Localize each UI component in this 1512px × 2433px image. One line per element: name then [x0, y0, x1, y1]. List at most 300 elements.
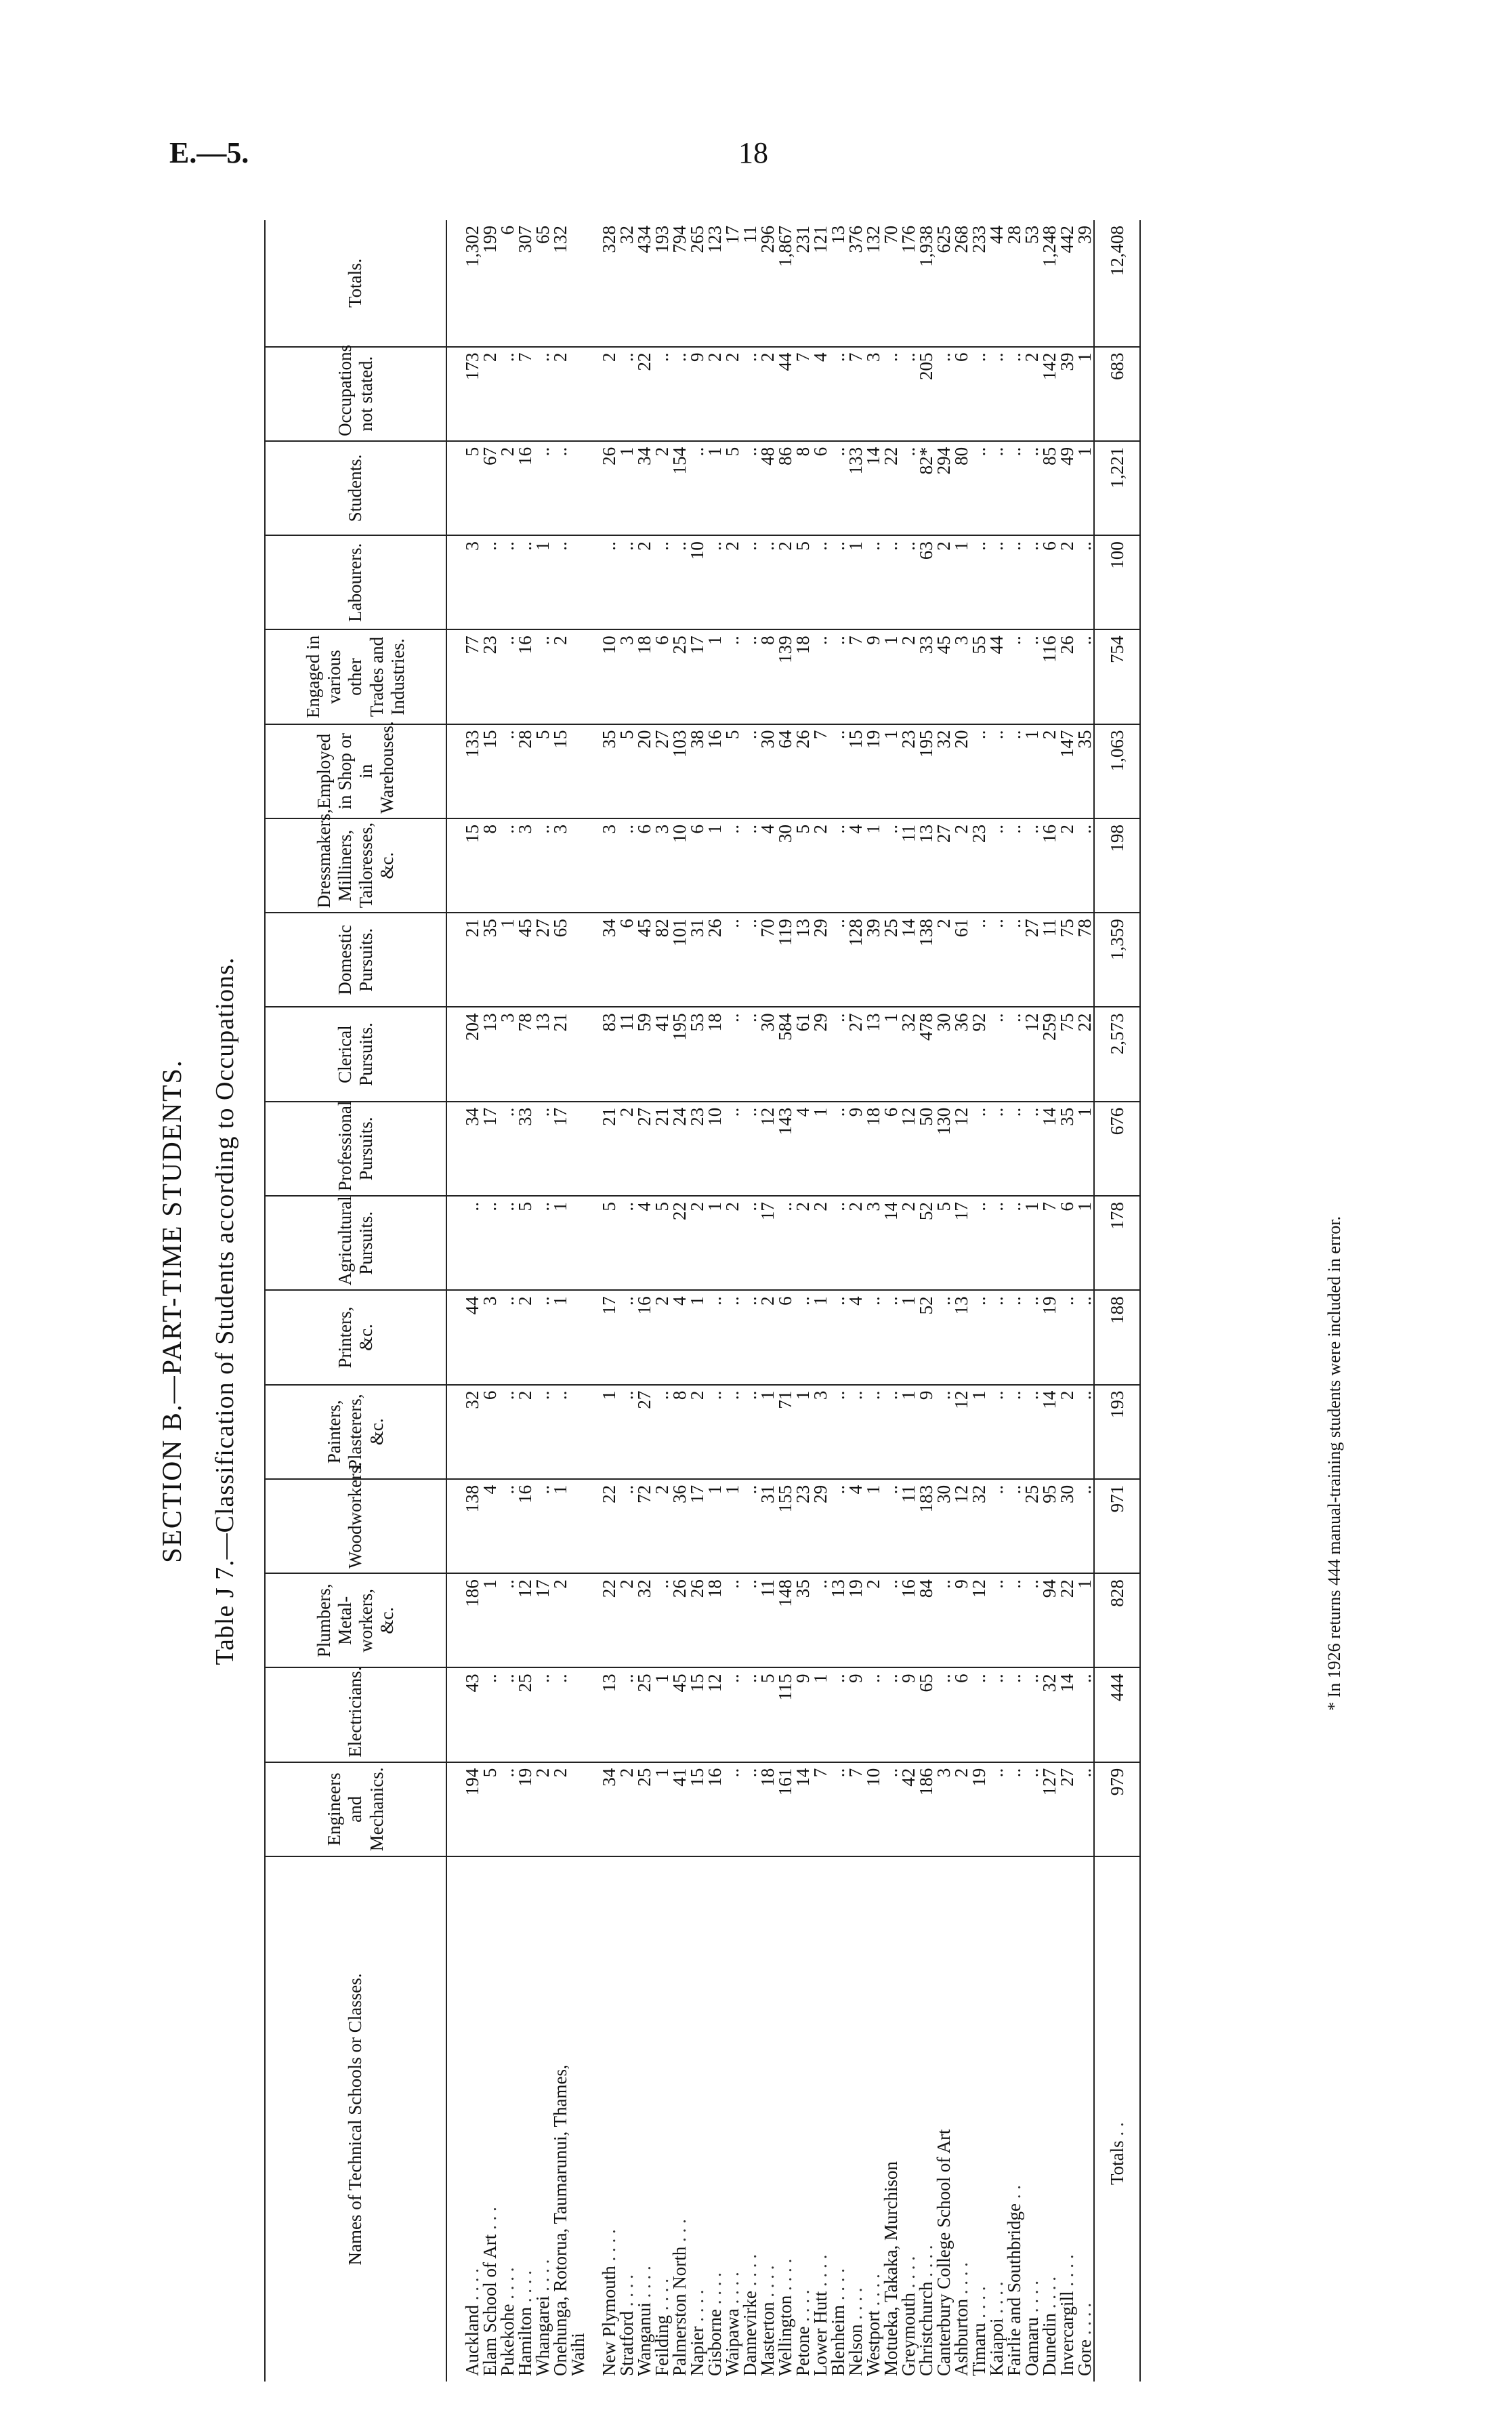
school-name-cell — [671, 1856, 688, 2382]
value-cell: 86 — [776, 441, 794, 535]
value-cell: 5 — [759, 1667, 776, 1762]
value-cell: 34 — [446, 1102, 481, 1196]
value-cell: .. — [723, 1573, 741, 1667]
value-cell: 34 — [587, 1762, 618, 1856]
value-cell: 1 — [1076, 347, 1094, 441]
value-cell: .. — [741, 441, 759, 535]
rotated-table-block — [156, 220, 1348, 2402]
table-row — [671, 220, 688, 2382]
value-cell: 1 — [481, 1573, 499, 1667]
column-header: Dressmakers, Milliners, Tailoresses, &c. — [265, 818, 446, 913]
value-cell: .. — [829, 1479, 847, 1573]
school-name: Canterbury College School of Art — [933, 2129, 954, 2376]
value-cell: 138 — [917, 913, 935, 1007]
value-cell: .. — [1005, 1479, 1023, 1573]
value-cell: .. — [847, 1385, 864, 1479]
value-cell: 5 — [481, 1762, 499, 1856]
value-cell: 1 — [759, 1385, 776, 1479]
school-name-cell — [534, 1856, 551, 2382]
value-cell: 2 — [688, 1385, 706, 1479]
value-cell: .. — [741, 347, 759, 441]
value-cell: 2 — [1058, 818, 1076, 913]
value-cell: 22 — [635, 347, 653, 441]
value-cell: 65 — [917, 1667, 935, 1762]
value-cell: .. — [741, 1479, 759, 1573]
value-cell: 2 — [900, 629, 917, 724]
value-cell: 116 — [1041, 629, 1058, 724]
column-header: Domestic Pursuits. — [265, 913, 446, 1007]
value-cell: 119 — [776, 913, 794, 1007]
value-cell: 148 — [776, 1573, 794, 1667]
value-cell: 2 — [723, 535, 741, 629]
value-cell: 1 — [723, 1479, 741, 1573]
school-name: Wellington — [775, 2295, 795, 2376]
value-cell: 1 — [1023, 1196, 1041, 1290]
value-cell: 19 — [847, 1573, 864, 1667]
section-title: SECTION B.—PART-TIME STUDENTS. — [156, 1059, 187, 1563]
total-cell: 1,063 — [1094, 724, 1140, 818]
value-cell: .. — [499, 818, 516, 913]
value-cell: 128 — [847, 913, 864, 1007]
value-cell: .. — [618, 535, 635, 629]
value-cell: 32 — [635, 1573, 653, 1667]
value-cell — [569, 629, 587, 724]
school-name: Palmerston North — [669, 2246, 690, 2376]
value-cell: 2 — [499, 441, 516, 535]
value-cell: .. — [1005, 441, 1023, 535]
value-cell: 161 — [776, 1762, 794, 1856]
value-cell — [569, 724, 587, 818]
value-cell: 2 — [516, 1385, 534, 1479]
value-cell: 2 — [618, 1102, 635, 1196]
value-cell: 2 — [551, 1573, 569, 1667]
value-cell: .. — [653, 535, 671, 629]
value-cell: 7 — [812, 1762, 829, 1856]
value-cell: .. — [534, 818, 551, 913]
value-cell: 1 — [688, 1290, 706, 1384]
value-cell: 1 — [551, 1290, 569, 1384]
value-cell: 80 — [952, 441, 970, 535]
value-cell: 3 — [587, 818, 618, 913]
totals-label: Totals — [1107, 2140, 1127, 2185]
value-cell: .. — [618, 818, 635, 913]
value-cell: 5 — [723, 441, 741, 535]
value-cell: 231 — [794, 220, 812, 347]
value-cell: 1 — [882, 629, 900, 724]
value-cell: 101 — [671, 913, 688, 1007]
value-cell: 1,867 — [776, 220, 794, 347]
value-cell: .. — [618, 1667, 635, 1762]
column-header: Electricians. — [265, 1667, 446, 1762]
value-cell: 35 — [481, 913, 499, 1007]
school-name-cell — [618, 1856, 635, 2382]
value-cell: 7 — [812, 724, 829, 818]
value-cell: 4 — [671, 1290, 688, 1384]
value-cell: .. — [446, 1196, 481, 1290]
value-cell: 23 — [481, 629, 499, 724]
value-cell: 26 — [587, 441, 618, 535]
value-cell: 11 — [900, 818, 917, 913]
value-cell: .. — [1023, 1102, 1041, 1196]
value-cell: 6 — [481, 1385, 499, 1479]
value-cell — [569, 818, 587, 913]
value-cell: 1 — [847, 535, 864, 629]
value-cell: .. — [988, 1667, 1005, 1762]
value-cell: .. — [970, 1290, 988, 1384]
value-cell: .. — [1076, 1667, 1094, 1762]
total-cell: 193 — [1094, 1385, 1140, 1479]
value-cell: .. — [499, 1573, 516, 1667]
value-cell — [569, 1196, 587, 1290]
value-cell: 82* — [917, 441, 935, 535]
value-cell: 5 — [516, 1196, 534, 1290]
value-cell: 2 — [481, 347, 499, 441]
value-cell: .. — [988, 1385, 1005, 1479]
value-cell: .. — [882, 1290, 900, 1384]
value-cell: 17 — [952, 1196, 970, 1290]
value-cell: 77 — [446, 629, 481, 724]
leader-dots: . . . . — [1022, 2281, 1042, 2318]
value-cell: 30 — [776, 818, 794, 913]
value-cell: 12 — [900, 1102, 917, 1196]
value-cell: .. — [741, 629, 759, 724]
value-cell: .. — [794, 1290, 812, 1384]
school-name: Napier — [687, 2326, 707, 2376]
value-cell: 2 — [759, 347, 776, 441]
value-cell: 18 — [864, 1102, 882, 1196]
school-name-cell — [499, 1856, 516, 2382]
table-row — [1076, 220, 1094, 2382]
school-name-cell — [829, 1856, 847, 2382]
value-cell: 2 — [706, 347, 723, 441]
value-cell: .. — [935, 347, 952, 441]
value-cell: 2 — [551, 347, 569, 441]
value-cell: 5 — [935, 1196, 952, 1290]
school-name-cell — [446, 1856, 481, 2382]
table-title: Table J 7.—Classification of Students according to Occupations. — [211, 957, 239, 1665]
school-name: Invercargill — [1057, 2291, 1077, 2376]
school-name: Auckland — [462, 2305, 482, 2376]
value-cell: 14 — [1041, 1102, 1058, 1196]
value-cell: 45 — [635, 913, 653, 1007]
value-cell: 6 — [499, 220, 516, 347]
table-row — [635, 220, 653, 2382]
leader-dots: . . . . — [775, 2258, 795, 2295]
value-cell: .. — [970, 1196, 988, 1290]
leader-dots: . . . . — [1039, 2276, 1059, 2314]
value-cell: .. — [534, 1479, 551, 1573]
value-cell: .. — [864, 535, 882, 629]
total-cell: 198 — [1094, 818, 1140, 913]
value-cell: 194 — [446, 1762, 481, 1856]
value-cell: 2 — [551, 629, 569, 724]
value-cell: 18 — [635, 629, 653, 724]
value-cell: 31 — [688, 913, 706, 1007]
value-cell: 25 — [671, 629, 688, 724]
value-cell: .. — [882, 535, 900, 629]
value-cell: .. — [723, 1007, 741, 1102]
value-cell: 2 — [847, 1196, 864, 1290]
value-cell: .. — [723, 1385, 741, 1479]
value-cell: 61 — [794, 1007, 812, 1102]
value-cell: 45 — [671, 1667, 688, 1762]
value-cell: 2 — [618, 1762, 635, 1856]
value-cell: 3 — [864, 347, 882, 441]
value-cell: 33 — [917, 629, 935, 724]
value-cell: 41 — [653, 1007, 671, 1102]
value-cell: .. — [900, 535, 917, 629]
value-cell: 10 — [688, 535, 706, 629]
leader-dots: . . . . — [616, 2274, 637, 2312]
value-cell: 72 — [635, 1479, 653, 1573]
column-header: Students. — [265, 441, 446, 535]
total-cell: 1,221 — [1094, 441, 1140, 535]
value-cell: 2 — [1058, 535, 1076, 629]
value-cell: 1 — [706, 441, 723, 535]
value-cell: .. — [741, 1667, 759, 1762]
value-cell: 28 — [1005, 220, 1023, 347]
column-header: Totals. — [265, 220, 446, 347]
value-cell — [569, 1762, 587, 1856]
value-cell: 22 — [1058, 1573, 1076, 1667]
table-row — [481, 220, 499, 2382]
value-cell: 14 — [864, 441, 882, 535]
value-cell: 10 — [864, 1762, 882, 1856]
school-name: Fairlie and Southbridge — [1004, 2203, 1024, 2376]
school-name-cell — [970, 1856, 988, 2382]
value-cell: 9 — [900, 1667, 917, 1762]
value-cell: 2 — [864, 1573, 882, 1667]
value-cell: 1 — [653, 1667, 671, 1762]
value-cell: .. — [1005, 629, 1023, 724]
value-cell: .. — [1005, 1196, 1023, 1290]
value-cell: 9 — [952, 1573, 970, 1667]
value-cell: 19 — [1041, 1290, 1058, 1384]
school-name: Wanganui — [634, 2302, 654, 2376]
value-cell: 2 — [653, 1290, 671, 1384]
value-cell: 16 — [706, 1762, 723, 1856]
school-name: Blenheim — [828, 2305, 848, 2376]
leader-dots: . . . . — [986, 2281, 1007, 2318]
value-cell: .. — [829, 724, 847, 818]
column-header: Employed in Shop or in Warehouses. — [265, 724, 446, 818]
value-cell: 2 — [551, 1762, 569, 1856]
value-cell: 16 — [1041, 818, 1058, 913]
table-header-row — [265, 220, 446, 2382]
school-name: Nelson — [845, 2324, 866, 2376]
value-cell: 23 — [794, 1479, 812, 1573]
value-cell: .. — [829, 1762, 847, 1856]
value-cell: 2 — [1023, 347, 1041, 441]
leader-dots: . . . — [669, 2219, 690, 2247]
value-cell: .. — [618, 1385, 635, 1479]
value-cell: .. — [1076, 1290, 1094, 1384]
value-cell: .. — [551, 441, 569, 535]
value-cell: 21 — [587, 1102, 618, 1196]
value-cell: 23 — [970, 818, 988, 913]
value-cell: 30 — [759, 1007, 776, 1102]
value-cell: .. — [900, 441, 917, 535]
value-cell: 49 — [1058, 441, 1076, 535]
value-cell: .. — [988, 1007, 1005, 1102]
column-header: Woodworkers. — [265, 1479, 446, 1573]
value-cell: 2 — [759, 1290, 776, 1384]
value-cell: 103 — [671, 724, 688, 818]
value-cell: .. — [1076, 818, 1094, 913]
value-cell: 10 — [706, 1102, 723, 1196]
table-row — [723, 220, 741, 2382]
value-cell: 5 — [794, 535, 812, 629]
value-cell: 186 — [446, 1573, 481, 1667]
value-cell: 44 — [988, 629, 1005, 724]
value-cell: 265 — [688, 220, 706, 347]
leader-dots: . . . . — [705, 2272, 725, 2310]
school-name-cell — [1058, 1856, 1076, 2382]
total-cell: 828 — [1094, 1573, 1140, 1667]
value-cell: .. — [759, 535, 776, 629]
school-name: Greymouth — [898, 2293, 919, 2376]
value-cell: 41 — [671, 1762, 688, 1856]
value-cell: 13 — [794, 913, 812, 1007]
value-cell: 132 — [864, 220, 882, 347]
school-name: Hamilton — [515, 2307, 535, 2376]
school-name: Dunedin — [1039, 2313, 1059, 2376]
school-name-cell — [481, 1856, 499, 2382]
value-cell: 147 — [1058, 724, 1076, 818]
value-cell: .. — [534, 1667, 551, 1762]
value-cell: 3 — [653, 818, 671, 913]
value-cell: .. — [1005, 535, 1023, 629]
leader-dots: . . . . — [634, 2266, 654, 2303]
value-cell: 14 — [1041, 1385, 1058, 1479]
value-cell: 32 — [618, 220, 635, 347]
value-cell: 7 — [1041, 1196, 1058, 1290]
value-cell — [569, 913, 587, 1007]
value-cell: 26 — [1058, 629, 1076, 724]
value-cell: 39 — [1076, 220, 1094, 347]
value-cell: 30 — [1058, 1479, 1076, 1573]
value-cell: 1 — [882, 1007, 900, 1102]
value-cell: 26 — [671, 1573, 688, 1667]
value-cell: .. — [551, 1667, 569, 1762]
value-cell: 53 — [688, 1007, 706, 1102]
value-cell: 11 — [1041, 913, 1058, 1007]
value-cell: .. — [587, 535, 618, 629]
value-cell: .. — [551, 535, 569, 629]
school-name-cell — [1041, 1856, 1058, 2382]
page-number: 18 — [738, 136, 768, 169]
value-cell: 33 — [516, 1102, 534, 1196]
value-cell: 376 — [847, 220, 864, 347]
school-name: Elam School of Art — [480, 2234, 500, 2376]
value-cell: .. — [499, 629, 516, 724]
value-cell: .. — [618, 1196, 635, 1290]
value-cell: .. — [499, 1290, 516, 1384]
value-cell: 35 — [794, 1573, 812, 1667]
table-row — [1023, 220, 1041, 2382]
value-cell: 3 — [864, 1196, 882, 1290]
value-cell — [569, 535, 587, 629]
school-name-cell — [900, 1856, 917, 2382]
value-cell: 442 — [1058, 220, 1076, 347]
value-cell: .. — [829, 347, 847, 441]
value-cell: 65 — [534, 220, 551, 347]
value-cell: 8 — [481, 818, 499, 913]
value-cell: 9 — [847, 1667, 864, 1762]
value-cell: 78 — [1076, 913, 1094, 1007]
value-cell: 1,938 — [917, 220, 935, 347]
school-name: Lower Hutt — [810, 2291, 831, 2376]
school-name-cell — [569, 1856, 587, 2382]
total-cell: 971 — [1094, 1479, 1140, 1573]
school-name-cell — [935, 1856, 952, 2382]
value-cell: 142 — [1041, 347, 1058, 441]
school-name-cell — [794, 1856, 812, 2382]
value-cell: 6 — [1041, 535, 1058, 629]
table-row — [935, 220, 952, 2382]
value-cell: 82 — [653, 913, 671, 1007]
value-cell: 22 — [671, 1196, 688, 1290]
value-cell: 5 — [794, 818, 812, 913]
value-cell: 1 — [587, 1385, 618, 1479]
value-cell: 65 — [551, 913, 569, 1007]
value-cell: .. — [864, 1385, 882, 1479]
value-cell: .. — [882, 1573, 900, 1667]
value-cell: 55 — [970, 629, 988, 724]
value-cell: 1 — [794, 1385, 812, 1479]
value-cell — [569, 441, 587, 535]
value-cell: 6 — [1058, 1196, 1076, 1290]
value-cell: 584 — [776, 1007, 794, 1102]
school-name: Gore — [1074, 2340, 1095, 2376]
table-row — [900, 220, 917, 2382]
value-cell: .. — [1005, 1667, 1023, 1762]
value-cell: 2 — [653, 441, 671, 535]
value-cell: 8 — [759, 629, 776, 724]
value-cell: .. — [1005, 1290, 1023, 1384]
value-cell: 39 — [864, 913, 882, 1007]
value-cell: 75 — [1058, 913, 1076, 1007]
value-cell: 27 — [1023, 913, 1041, 1007]
value-cell: 18 — [706, 1007, 723, 1102]
leader-dots: . . . . — [1074, 2303, 1095, 2340]
value-cell: 193 — [653, 220, 671, 347]
value-cell: .. — [829, 441, 847, 535]
table-body — [446, 220, 1140, 2382]
table-row — [812, 220, 829, 2382]
value-cell: .. — [499, 1196, 516, 1290]
value-cell: 1 — [900, 1385, 917, 1479]
value-cell: 78 — [516, 1007, 534, 1102]
total-cell: 444 — [1094, 1667, 1140, 1762]
school-name-cell — [759, 1856, 776, 2382]
value-cell: 13 — [864, 1007, 882, 1102]
value-cell: 63 — [917, 535, 935, 629]
value-cell: .. — [741, 1102, 759, 1196]
value-cell: .. — [988, 1102, 1005, 1196]
value-cell: .. — [741, 1290, 759, 1384]
leader-dots: . . . . — [462, 2268, 482, 2306]
value-cell: 15 — [847, 724, 864, 818]
value-cell: 15 — [551, 724, 569, 818]
totals-row — [1094, 220, 1140, 2382]
value-cell: 12 — [759, 1102, 776, 1196]
value-cell: .. — [741, 913, 759, 1007]
school-name: Masterton — [757, 2302, 778, 2376]
value-cell: 176 — [900, 220, 917, 347]
value-cell: 5 — [534, 724, 551, 818]
value-cell: .. — [935, 1667, 952, 1762]
